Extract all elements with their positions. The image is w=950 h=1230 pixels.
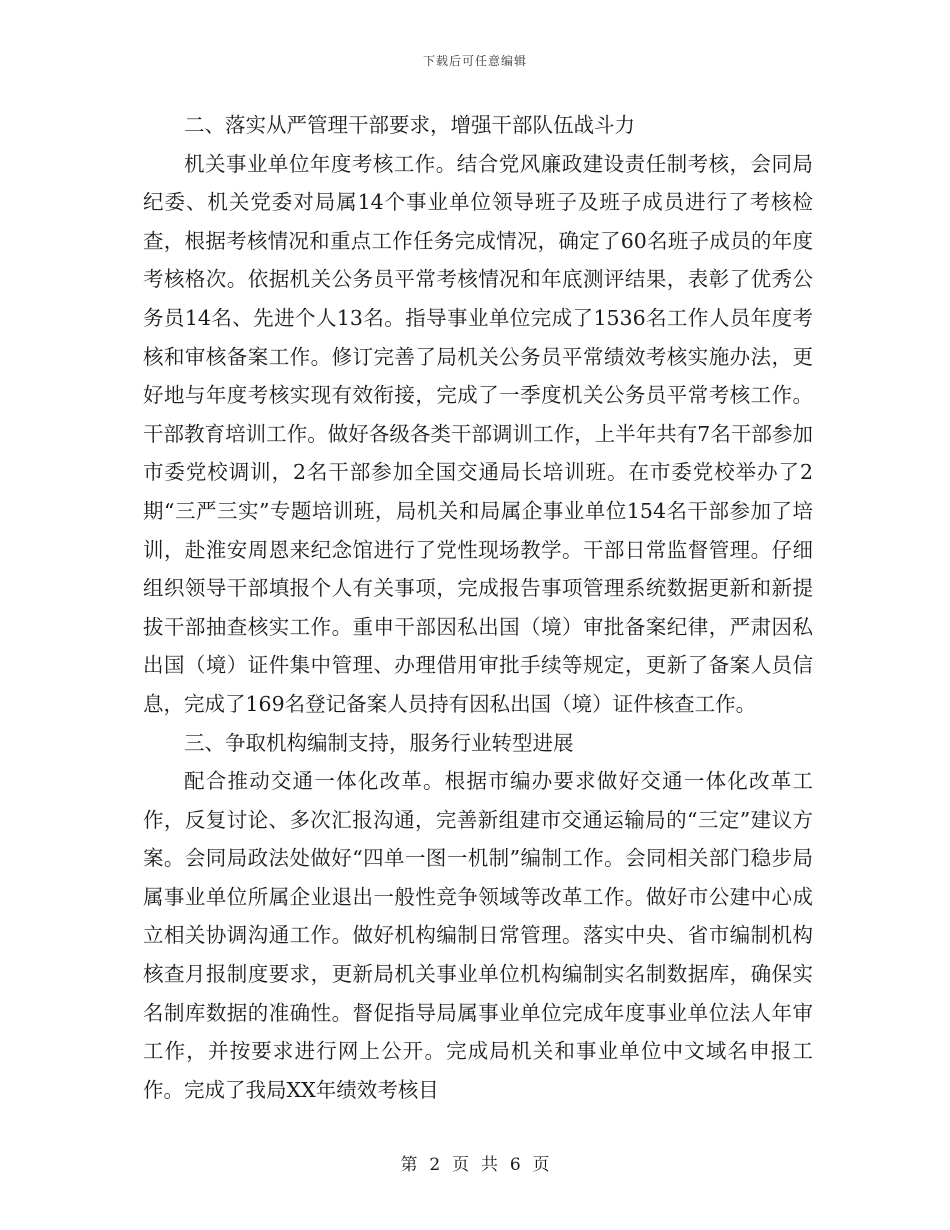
footer-current-page: 2: [429, 1155, 441, 1175]
footer-label-total: 共: [480, 1155, 498, 1175]
footer-label-unit: 页: [452, 1155, 470, 1175]
paragraph-organization-staffing: 配合推动交通一体化改革。根据市编办要求做好交通一体化改革工作，反复讨论、多次汇报沟通，完善新组建市交通运输局的“三定”建议方案。会同局政法处做好“四单一图一机制”编制工作。会同相关部门稳步局属事业单位所属企业退出一般性竞争领域等改革工作。做好市公建中心成立相关协调沟通工作。做好机构编制日常管理。落实中央、省市编制机构核查月报制度要求，更新局机关事业单位机构编制实名制数据库，确保实名制库数据的准确性。督促指导局属事业单位完成年度事业单位法人年审工作，并按要求进行网上公开。完成局机关和事业单位中文域名申报工作。完成了我局XX年绩效考核目: [143, 769, 813, 1102]
paragraph-cadre-management: 机关事业单位年度考核工作。结合党风廉政建设责任制考核，会同局纪委、机关党委对局属14个事业单位领导班子及班子成员进行了考核检查，根据考核情况和重点工作任务完成情况，确定了60名班子成员的年度考核格次。依据机关公务员平常考核情况和年底测评结果，表彰了优秀公务员14名、先进个人13名。指导事业单位完成了1536名工作人员年度考核和审核备案工作。修订完善了局机关公务员平常绩效考核实施办法，更好地与年度考核实现有效衔接，完成了一季度机关公务员平常考核工作。干部教育培训工作。做好各级各类干部调训工作，上半年共有7名干部参加市委党校调训，2名干部参加全国交通局长培训班。在市委党校举办了2期“三严三实”专题培训班，局机关和局属企事业单位154名干部参加了培训，赴淮安周恩来纪念馆进行了党性现场教学。干部日常监督管理。仔细组织领导干部填报个人有关事项，完成报告事项管理系统数据更新和新提拔干部抽查核实工作。重申干部因私出国（境）审批备案纪律，严肃因私出国（境）证件集中管理、办理借用审批手续等规定，更新了备案人员信息，完成了169名登记备案人员持有因私出国（境）证件核查工作。: [143, 151, 813, 716]
document-body: [143, 106, 813, 1109]
page-footer: [0, 1150, 950, 1175]
section-heading-3: 三、争取机构编制支持，服务行业转型进展: [184, 730, 574, 755]
section-heading-2: 二、落实从严管理干部要求，增强干部队伍战斗力: [184, 113, 635, 137]
footer-label-page: 第: [400, 1155, 418, 1175]
page-header: 下载后可任意编辑: [422, 54, 527, 68]
footer-label-unit2: 页: [532, 1155, 550, 1175]
footer-total-pages: 6: [509, 1155, 521, 1175]
